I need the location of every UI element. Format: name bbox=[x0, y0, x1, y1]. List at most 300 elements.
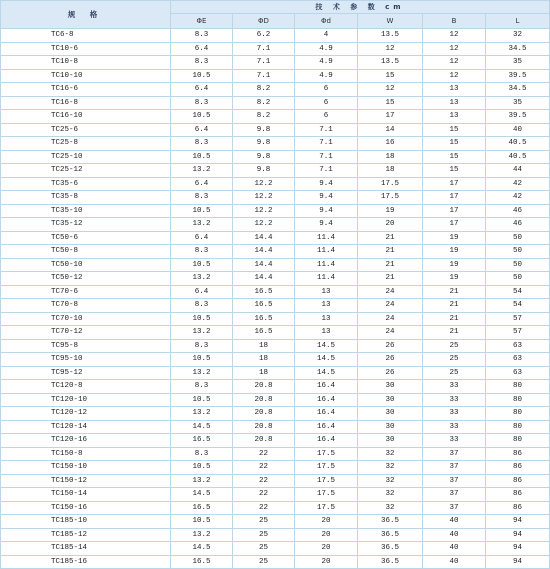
model-cell: TC16-6 bbox=[1, 83, 171, 97]
w-cell: 21 bbox=[358, 231, 423, 245]
b-cell: 12 bbox=[423, 29, 486, 43]
table-row bbox=[1, 231, 550, 245]
table-row bbox=[1, 96, 550, 110]
table-row bbox=[1, 285, 550, 299]
w-cell: 24 bbox=[358, 312, 423, 326]
l-cell: 63 bbox=[486, 339, 550, 353]
l-cell: 54 bbox=[486, 285, 550, 299]
phi-d-inner-cell: 17.5 bbox=[295, 474, 358, 488]
model-cell: TC150-14 bbox=[1, 488, 171, 502]
model-cell: TC95-10 bbox=[1, 353, 171, 367]
phi-e-cell: 16.5 bbox=[171, 501, 233, 515]
table-row bbox=[1, 69, 550, 83]
phi-d-outer-cell: 25 bbox=[233, 515, 295, 529]
phi-d-outer-cell: 16.5 bbox=[233, 299, 295, 313]
phi-d-inner-cell: 4.9 bbox=[295, 42, 358, 56]
phi-e-cell: 13.2 bbox=[171, 272, 233, 286]
w-cell: 17 bbox=[358, 110, 423, 124]
model-cell: TC150-8 bbox=[1, 447, 171, 461]
phi-e-cell: 6.4 bbox=[171, 231, 233, 245]
l-cell: 80 bbox=[486, 380, 550, 394]
phi-e-cell: 10.5 bbox=[171, 69, 233, 83]
w-cell: 12 bbox=[358, 42, 423, 56]
model-cell: TC16-10 bbox=[1, 110, 171, 124]
phi-d-inner-cell: 9.4 bbox=[295, 218, 358, 232]
table-row bbox=[1, 326, 550, 340]
l-cell: 40 bbox=[486, 123, 550, 137]
w-cell: 13.5 bbox=[358, 29, 423, 43]
w-cell: 17.5 bbox=[358, 191, 423, 205]
w-cell: 12 bbox=[358, 83, 423, 97]
w-cell: 30 bbox=[358, 407, 423, 421]
w-cell: 24 bbox=[358, 285, 423, 299]
phi-e-cell: 8.3 bbox=[171, 339, 233, 353]
model-cell: TC95-8 bbox=[1, 339, 171, 353]
l-cell: 86 bbox=[486, 488, 550, 502]
w-cell: 30 bbox=[358, 393, 423, 407]
phi-d-inner-cell: 16.4 bbox=[295, 420, 358, 434]
table-row bbox=[1, 110, 550, 124]
phi-d-outer-cell: 7.1 bbox=[233, 56, 295, 70]
w-cell: 32 bbox=[358, 447, 423, 461]
b-cell: 40 bbox=[423, 555, 486, 569]
l-cell: 44 bbox=[486, 164, 550, 178]
phi-d-inner-cell: 9.4 bbox=[295, 177, 358, 191]
w-cell: 26 bbox=[358, 366, 423, 380]
l-cell: 63 bbox=[486, 353, 550, 367]
table-row bbox=[1, 150, 550, 164]
phi-d-inner-cell: 20 bbox=[295, 515, 358, 529]
table-row bbox=[1, 258, 550, 272]
table-row bbox=[1, 29, 550, 43]
table-row bbox=[1, 83, 550, 97]
table-row bbox=[1, 555, 550, 569]
phi-d-outer-cell: 20.8 bbox=[233, 407, 295, 421]
table-row bbox=[1, 218, 550, 232]
table-row bbox=[1, 164, 550, 178]
table-row bbox=[1, 366, 550, 380]
phi-d-outer-cell: 8.2 bbox=[233, 110, 295, 124]
w-cell: 32 bbox=[358, 501, 423, 515]
b-cell: 13 bbox=[423, 83, 486, 97]
table-header bbox=[1, 1, 550, 29]
b-cell: 25 bbox=[423, 353, 486, 367]
model-cell: TC95-12 bbox=[1, 366, 171, 380]
b-cell: 40 bbox=[423, 515, 486, 529]
b-cell: 25 bbox=[423, 339, 486, 353]
w-cell: 32 bbox=[358, 474, 423, 488]
phi-d-inner-cell: 16.4 bbox=[295, 393, 358, 407]
l-cell: 57 bbox=[486, 312, 550, 326]
phi-d-outer-cell: 9.8 bbox=[233, 123, 295, 137]
table-row bbox=[1, 474, 550, 488]
l-cell: 86 bbox=[486, 474, 550, 488]
l-cell: 35 bbox=[486, 96, 550, 110]
phi-d-inner-cell: 4 bbox=[295, 29, 358, 43]
b-cell: 12 bbox=[423, 42, 486, 56]
model-cell: TC185-14 bbox=[1, 542, 171, 556]
phi-d-inner-cell: 17.5 bbox=[295, 501, 358, 515]
phi-d-inner-cell: 6 bbox=[295, 83, 358, 97]
model-cell: TC150-16 bbox=[1, 501, 171, 515]
l-cell: 50 bbox=[486, 245, 550, 259]
w-cell: 18 bbox=[358, 150, 423, 164]
l-cell: 54 bbox=[486, 299, 550, 313]
b-cell: 13 bbox=[423, 96, 486, 110]
l-cell: 40.5 bbox=[486, 150, 550, 164]
phi-e-cell: 13.2 bbox=[171, 164, 233, 178]
b-cell: 21 bbox=[423, 326, 486, 340]
l-cell: 86 bbox=[486, 501, 550, 515]
table-row bbox=[1, 461, 550, 475]
phi-d-inner-cell: 7.1 bbox=[295, 150, 358, 164]
model-cell: TC35-10 bbox=[1, 204, 171, 218]
b-cell: 33 bbox=[423, 434, 486, 448]
phi-e-cell: 14.5 bbox=[171, 420, 233, 434]
phi-d-inner-cell: 9.4 bbox=[295, 204, 358, 218]
b-cell: 15 bbox=[423, 137, 486, 151]
phi-d-inner-cell: 13 bbox=[295, 326, 358, 340]
model-cell: TC185-12 bbox=[1, 528, 171, 542]
phi-d-outer-cell: 18 bbox=[233, 353, 295, 367]
column-header-phi-e: ΦE bbox=[171, 14, 233, 29]
phi-d-outer-cell: 9.8 bbox=[233, 150, 295, 164]
w-cell: 30 bbox=[358, 434, 423, 448]
phi-d-outer-cell: 12.2 bbox=[233, 177, 295, 191]
b-cell: 33 bbox=[423, 393, 486, 407]
b-cell: 19 bbox=[423, 245, 486, 259]
model-cell: TC35-8 bbox=[1, 191, 171, 205]
table-row bbox=[1, 245, 550, 259]
phi-d-outer-cell: 16.5 bbox=[233, 312, 295, 326]
w-cell: 24 bbox=[358, 326, 423, 340]
w-cell: 14 bbox=[358, 123, 423, 137]
table-row bbox=[1, 380, 550, 394]
phi-d-inner-cell: 11.4 bbox=[295, 258, 358, 272]
model-cell: TC120-10 bbox=[1, 393, 171, 407]
l-cell: 57 bbox=[486, 326, 550, 340]
b-cell: 21 bbox=[423, 285, 486, 299]
model-cell: TC35-12 bbox=[1, 218, 171, 232]
phi-e-cell: 10.5 bbox=[171, 353, 233, 367]
phi-d-outer-cell: 25 bbox=[233, 542, 295, 556]
phi-d-inner-cell: 4.9 bbox=[295, 56, 358, 70]
model-cell: TC50-6 bbox=[1, 231, 171, 245]
column-header-l: L bbox=[486, 14, 550, 29]
phi-d-inner-cell: 20 bbox=[295, 528, 358, 542]
w-cell: 15 bbox=[358, 69, 423, 83]
w-cell: 16 bbox=[358, 137, 423, 151]
l-cell: 50 bbox=[486, 272, 550, 286]
w-cell: 20 bbox=[358, 218, 423, 232]
phi-e-cell: 10.5 bbox=[171, 150, 233, 164]
column-header-phi-d-inner: Φd bbox=[295, 14, 358, 29]
model-cell: TC25-10 bbox=[1, 150, 171, 164]
phi-e-cell: 16.5 bbox=[171, 555, 233, 569]
phi-e-cell: 10.5 bbox=[171, 204, 233, 218]
phi-e-cell: 8.3 bbox=[171, 191, 233, 205]
model-cell: TC70-10 bbox=[1, 312, 171, 326]
phi-d-inner-cell: 16.4 bbox=[295, 380, 358, 394]
phi-d-inner-cell: 14.5 bbox=[295, 366, 358, 380]
phi-d-outer-cell: 9.8 bbox=[233, 137, 295, 151]
model-cell: TC10-6 bbox=[1, 42, 171, 56]
model-cell: TC50-8 bbox=[1, 245, 171, 259]
b-cell: 19 bbox=[423, 231, 486, 245]
table-row bbox=[1, 528, 550, 542]
model-cell: TC185-16 bbox=[1, 555, 171, 569]
l-cell: 94 bbox=[486, 542, 550, 556]
phi-d-outer-cell: 18 bbox=[233, 339, 295, 353]
b-cell: 37 bbox=[423, 461, 486, 475]
b-cell: 15 bbox=[423, 123, 486, 137]
phi-e-cell: 14.5 bbox=[171, 542, 233, 556]
column-header-b: B bbox=[423, 14, 486, 29]
w-cell: 36.5 bbox=[358, 515, 423, 529]
w-cell: 24 bbox=[358, 299, 423, 313]
model-cell: TC120-16 bbox=[1, 434, 171, 448]
phi-e-cell: 8.3 bbox=[171, 447, 233, 461]
w-cell: 36.5 bbox=[358, 555, 423, 569]
phi-d-inner-cell: 17.5 bbox=[295, 488, 358, 502]
phi-d-outer-cell: 12.2 bbox=[233, 204, 295, 218]
table-row bbox=[1, 501, 550, 515]
model-cell: TC70-8 bbox=[1, 299, 171, 313]
phi-e-cell: 10.5 bbox=[171, 461, 233, 475]
model-cell: TC25-12 bbox=[1, 164, 171, 178]
phi-d-outer-cell: 22 bbox=[233, 501, 295, 515]
column-header-phi-d-outer: ΦD bbox=[233, 14, 295, 29]
b-cell: 21 bbox=[423, 299, 486, 313]
phi-d-outer-cell: 20.8 bbox=[233, 420, 295, 434]
phi-e-cell: 8.3 bbox=[171, 29, 233, 43]
l-cell: 42 bbox=[486, 177, 550, 191]
b-cell: 12 bbox=[423, 69, 486, 83]
b-cell: 25 bbox=[423, 366, 486, 380]
phi-d-inner-cell: 17.5 bbox=[295, 447, 358, 461]
table-row bbox=[1, 272, 550, 286]
b-cell: 40 bbox=[423, 528, 486, 542]
phi-e-cell: 13.2 bbox=[171, 474, 233, 488]
phi-d-inner-cell: 7.1 bbox=[295, 137, 358, 151]
model-cell: TC6-8 bbox=[1, 29, 171, 43]
table-row bbox=[1, 56, 550, 70]
phi-d-outer-cell: 6.2 bbox=[233, 29, 295, 43]
phi-d-inner-cell: 11.4 bbox=[295, 231, 358, 245]
w-cell: 36.5 bbox=[358, 542, 423, 556]
w-cell: 17.5 bbox=[358, 177, 423, 191]
w-cell: 21 bbox=[358, 245, 423, 259]
l-cell: 39.5 bbox=[486, 110, 550, 124]
phi-d-inner-cell: 20 bbox=[295, 555, 358, 569]
phi-d-outer-cell: 18 bbox=[233, 366, 295, 380]
l-cell: 40.5 bbox=[486, 137, 550, 151]
model-cell: TC120-12 bbox=[1, 407, 171, 421]
phi-d-outer-cell: 8.2 bbox=[233, 83, 295, 97]
l-cell: 32 bbox=[486, 29, 550, 43]
b-cell: 40 bbox=[423, 542, 486, 556]
table-row bbox=[1, 177, 550, 191]
l-cell: 34.5 bbox=[486, 83, 550, 97]
table-row bbox=[1, 299, 550, 313]
b-cell: 17 bbox=[423, 191, 486, 205]
phi-d-inner-cell: 4.9 bbox=[295, 69, 358, 83]
l-cell: 94 bbox=[486, 515, 550, 529]
model-cell: TC50-12 bbox=[1, 272, 171, 286]
phi-e-cell: 10.5 bbox=[171, 515, 233, 529]
phi-e-cell: 13.2 bbox=[171, 326, 233, 340]
table-row bbox=[1, 434, 550, 448]
l-cell: 80 bbox=[486, 420, 550, 434]
phi-e-cell: 10.5 bbox=[171, 110, 233, 124]
table-row bbox=[1, 42, 550, 56]
l-cell: 94 bbox=[486, 555, 550, 569]
table-row bbox=[1, 191, 550, 205]
w-cell: 30 bbox=[358, 380, 423, 394]
b-cell: 21 bbox=[423, 312, 486, 326]
phi-d-outer-cell: 14.4 bbox=[233, 258, 295, 272]
phi-d-outer-cell: 14.4 bbox=[233, 272, 295, 286]
phi-e-cell: 6.4 bbox=[171, 123, 233, 137]
table-row bbox=[1, 407, 550, 421]
phi-d-outer-cell: 22 bbox=[233, 488, 295, 502]
b-cell: 33 bbox=[423, 407, 486, 421]
header-row-top bbox=[1, 1, 550, 14]
model-cell: TC185-10 bbox=[1, 515, 171, 529]
phi-d-inner-cell: 16.4 bbox=[295, 407, 358, 421]
table-row bbox=[1, 420, 550, 434]
l-cell: 86 bbox=[486, 461, 550, 475]
phi-d-outer-cell: 8.2 bbox=[233, 96, 295, 110]
model-cell: TC10-10 bbox=[1, 69, 171, 83]
phi-e-cell: 10.5 bbox=[171, 258, 233, 272]
table-row bbox=[1, 353, 550, 367]
b-cell: 19 bbox=[423, 258, 486, 272]
phi-d-inner-cell: 20 bbox=[295, 542, 358, 556]
table-row bbox=[1, 542, 550, 556]
b-cell: 37 bbox=[423, 447, 486, 461]
model-cell: TC70-6 bbox=[1, 285, 171, 299]
tech-params-header: 技 术 参 数 cm bbox=[171, 1, 550, 14]
phi-e-cell: 8.3 bbox=[171, 245, 233, 259]
phi-e-cell: 6.4 bbox=[171, 42, 233, 56]
b-cell: 15 bbox=[423, 164, 486, 178]
phi-d-outer-cell: 22 bbox=[233, 474, 295, 488]
phi-d-inner-cell: 7.1 bbox=[295, 123, 358, 137]
phi-d-outer-cell: 12.2 bbox=[233, 191, 295, 205]
b-cell: 37 bbox=[423, 501, 486, 515]
phi-e-cell: 10.5 bbox=[171, 312, 233, 326]
phi-d-outer-cell: 7.1 bbox=[233, 42, 295, 56]
model-cell: TC150-10 bbox=[1, 461, 171, 475]
l-cell: 35 bbox=[486, 56, 550, 70]
b-cell: 33 bbox=[423, 380, 486, 394]
b-cell: 17 bbox=[423, 177, 486, 191]
phi-d-inner-cell: 7.1 bbox=[295, 164, 358, 178]
b-cell: 37 bbox=[423, 474, 486, 488]
phi-d-inner-cell: 17.5 bbox=[295, 461, 358, 475]
phi-d-outer-cell: 12.2 bbox=[233, 218, 295, 232]
l-cell: 80 bbox=[486, 407, 550, 421]
model-cell: TC70-12 bbox=[1, 326, 171, 340]
phi-d-inner-cell: 6 bbox=[295, 110, 358, 124]
phi-e-cell: 6.4 bbox=[171, 83, 233, 97]
l-cell: 50 bbox=[486, 231, 550, 245]
w-cell: 18 bbox=[358, 164, 423, 178]
phi-e-cell: 13.2 bbox=[171, 407, 233, 421]
b-cell: 15 bbox=[423, 150, 486, 164]
l-cell: 86 bbox=[486, 447, 550, 461]
phi-d-outer-cell: 7.1 bbox=[233, 69, 295, 83]
w-cell: 19 bbox=[358, 204, 423, 218]
phi-e-cell: 8.3 bbox=[171, 56, 233, 70]
l-cell: 50 bbox=[486, 258, 550, 272]
model-cell: TC10-8 bbox=[1, 56, 171, 70]
table-row bbox=[1, 204, 550, 218]
l-cell: 63 bbox=[486, 366, 550, 380]
w-cell: 26 bbox=[358, 339, 423, 353]
table-row bbox=[1, 312, 550, 326]
w-cell: 15 bbox=[358, 96, 423, 110]
table-row bbox=[1, 488, 550, 502]
l-cell: 34.5 bbox=[486, 42, 550, 56]
phi-d-inner-cell: 11.4 bbox=[295, 272, 358, 286]
phi-d-inner-cell: 9.4 bbox=[295, 191, 358, 205]
phi-d-outer-cell: 20.8 bbox=[233, 393, 295, 407]
b-cell: 17 bbox=[423, 218, 486, 232]
phi-d-outer-cell: 22 bbox=[233, 461, 295, 475]
phi-e-cell: 8.3 bbox=[171, 137, 233, 151]
spec-header: 规 格 bbox=[1, 1, 171, 29]
phi-e-cell: 8.3 bbox=[171, 299, 233, 313]
phi-d-outer-cell: 25 bbox=[233, 528, 295, 542]
b-cell: 13 bbox=[423, 110, 486, 124]
l-cell: 39.5 bbox=[486, 69, 550, 83]
phi-d-inner-cell: 14.5 bbox=[295, 353, 358, 367]
l-cell: 46 bbox=[486, 218, 550, 232]
model-cell: TC120-14 bbox=[1, 420, 171, 434]
w-cell: 30 bbox=[358, 420, 423, 434]
w-cell: 13.5 bbox=[358, 56, 423, 70]
table-row bbox=[1, 447, 550, 461]
b-cell: 19 bbox=[423, 272, 486, 286]
phi-e-cell: 13.2 bbox=[171, 218, 233, 232]
phi-e-cell: 14.5 bbox=[171, 488, 233, 502]
model-cell: TC35-6 bbox=[1, 177, 171, 191]
l-cell: 80 bbox=[486, 434, 550, 448]
phi-e-cell: 10.5 bbox=[171, 393, 233, 407]
phi-d-inner-cell: 6 bbox=[295, 96, 358, 110]
phi-e-cell: 16.5 bbox=[171, 434, 233, 448]
table-row bbox=[1, 339, 550, 353]
b-cell: 12 bbox=[423, 56, 486, 70]
table-row bbox=[1, 393, 550, 407]
model-cell: TC25-8 bbox=[1, 137, 171, 151]
phi-d-outer-cell: 16.5 bbox=[233, 326, 295, 340]
phi-e-cell: 13.2 bbox=[171, 366, 233, 380]
phi-e-cell: 6.4 bbox=[171, 285, 233, 299]
model-cell: TC150-12 bbox=[1, 474, 171, 488]
phi-d-inner-cell: 13 bbox=[295, 312, 358, 326]
phi-e-cell: 13.2 bbox=[171, 528, 233, 542]
table-row bbox=[1, 123, 550, 137]
phi-d-inner-cell: 16.4 bbox=[295, 434, 358, 448]
b-cell: 17 bbox=[423, 204, 486, 218]
phi-d-outer-cell: 20.8 bbox=[233, 434, 295, 448]
b-cell: 33 bbox=[423, 420, 486, 434]
table-row bbox=[1, 515, 550, 529]
phi-d-inner-cell: 13 bbox=[295, 299, 358, 313]
